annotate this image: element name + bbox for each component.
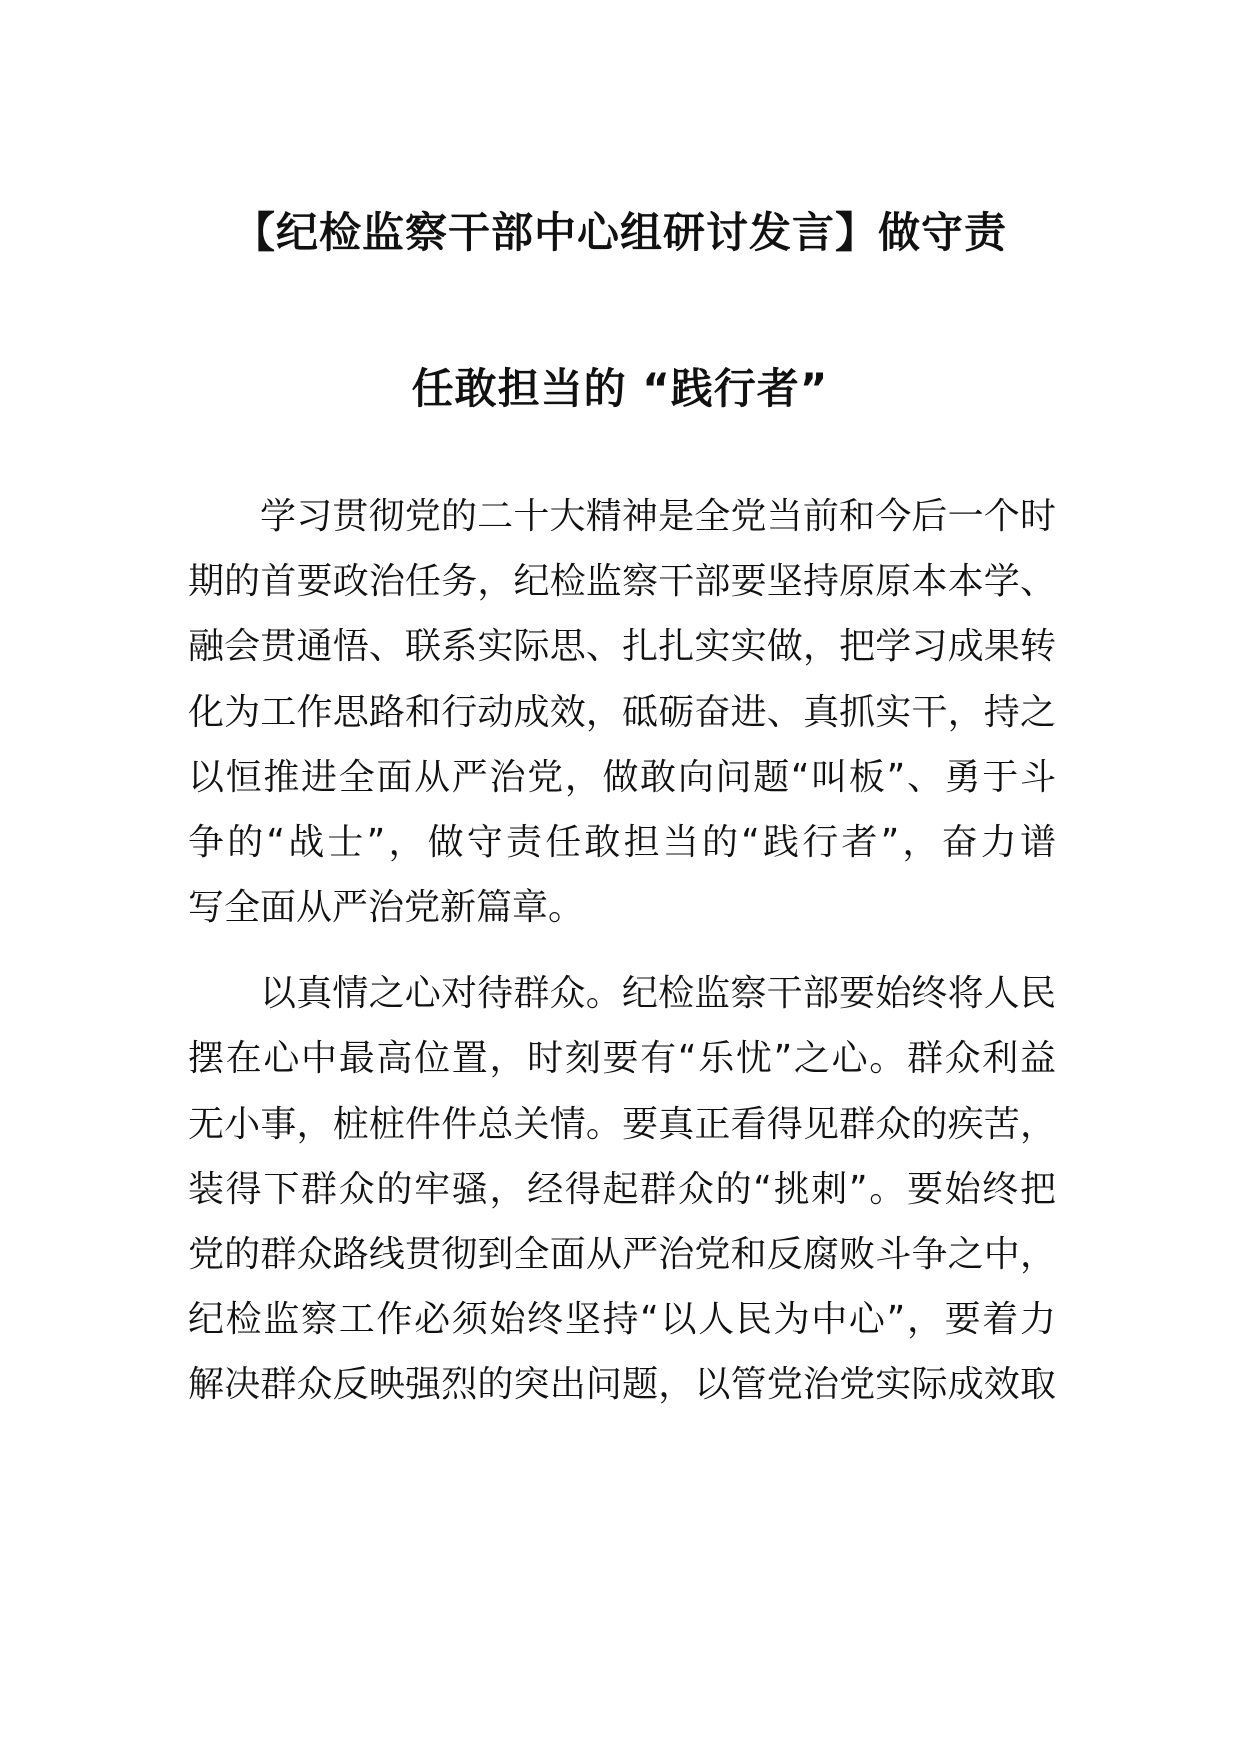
paragraph-line: 以真情之心对待群众。纪检监察干部要始终将人民 bbox=[260, 973, 1056, 1014]
paragraph-line: 写全面从严治党新篇章。 bbox=[188, 887, 585, 928]
paragraph-line: 无小事，桩桩件件总关情。要真正看得见群众的疾苦， bbox=[188, 1104, 1056, 1145]
paragraph-line: 融会贯通悟、联系实际思、扎扎实实做，把学习成果转 bbox=[188, 626, 1056, 667]
paragraph-line: 以恒推进全面从严治党，做敢向问题“叫板”、勇于斗 bbox=[188, 757, 1056, 798]
paragraph-line: 学习贯彻党的二十大精神是全党当前和今后一个时 bbox=[260, 496, 1056, 537]
paragraph-line: 纪检监察工作必须始终坚持“以人民为中心”，要着力 bbox=[188, 1299, 1056, 1340]
paragraph-line: 化为工作思路和行动成效，砥砺奋进、真抓实干，持之 bbox=[188, 692, 1056, 733]
paragraph-line: 装得下群众的牢骚，经得起群众的“挑刺”。要始终把 bbox=[188, 1169, 1056, 1210]
paragraph-line: 党的群众路线贯彻到全面从严治党和反腐败斗争之中， bbox=[188, 1234, 1056, 1275]
paragraph-line: 期的首要政治任务，纪检监察干部要坚持原原本本学、 bbox=[188, 561, 1056, 602]
paragraph-line: 摆在心中最高位置，时刻要有“乐忧”之心。群众利益 bbox=[188, 1038, 1056, 1079]
paragraph-line: 解决群众反映强烈的突出问题，以管党治党实际成效取 bbox=[188, 1364, 1056, 1405]
paragraph-line: 争的“战士”，做守责任敢担当的“践行者”，奋力谱 bbox=[188, 822, 1056, 863]
document-title-line-2: 任敢担当的 “践行者” bbox=[411, 364, 829, 413]
document-title-line-1: 【纪检监察干部中心组研讨发言】做守责 bbox=[232, 208, 1007, 257]
